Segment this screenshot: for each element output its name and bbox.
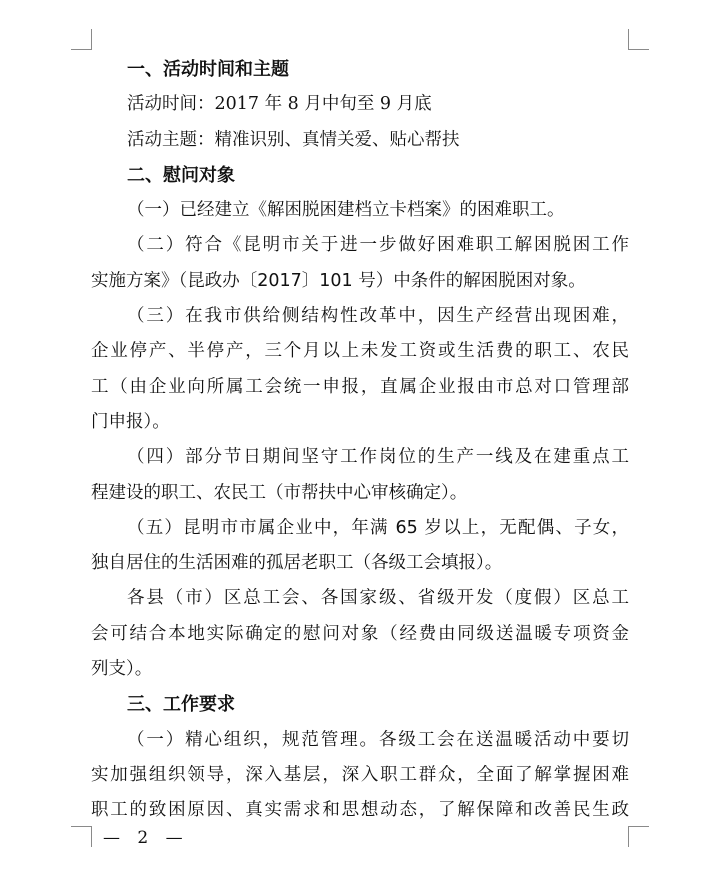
- paragraph-line: 各县（市）区总工会、各国家级、省级开发（度假）区总工: [127, 588, 629, 609]
- paragraph-line: （四）部分节日期间坚守工作岗位的生产一线及在建重点工: [127, 447, 629, 468]
- margin-mark-top-left: [71, 29, 92, 50]
- paragraph-line: 企业停产、半停产，三个月以上未发工资或生活费的职工、农民: [91, 341, 629, 362]
- paragraph-line: 工（由企业向所属工会统一申报，直属企业报由市总对口管理部: [91, 376, 629, 397]
- margin-mark-bottom-right: [628, 826, 649, 847]
- section-heading: 三、工作要求: [127, 694, 235, 716]
- paragraph-line: （一）精心组织，规范管理。各级工会在送温暖活动中要切: [127, 729, 629, 750]
- section-heading: 一、活动时间和主题: [127, 59, 289, 80]
- paragraph-line: （五）昆明市市属企业中，年满 65 岁以上，无配偶、子女，: [127, 517, 629, 538]
- paragraph-line: 列支）。: [91, 659, 153, 680]
- paragraph-line: 独自居住的生活困难的孤居老职工（各级工会填报）。: [91, 553, 503, 574]
- paragraph-line: （一）已经建立《解困脱困建档立卡档案》的困难职工。: [127, 200, 565, 221]
- paragraph-line: 实施方案》（昆政办〔2017〕101 号）中条件的解困脱困对象。: [91, 270, 586, 291]
- paragraph-line: 活动主题：精准识别、真情关爱、贴心帮扶: [127, 129, 460, 150]
- paragraph-line: 职工的致困原因、真实需求和思想动态，了解保障和改善民生政: [91, 800, 629, 821]
- paragraph-line: （三）在我市供给侧结构性改革中，因生产经营出现困难，: [127, 306, 629, 327]
- paragraph-line: 实加强组织领导，深入基层，深入职工群众，全面了解掌握困难: [91, 764, 629, 785]
- paragraph-line: （二）符合《昆明市关于进一步做好困难职工解困脱困工作: [127, 235, 629, 256]
- paragraph-line: 程建设的职工、农民工（市帮扶中心审核确定）。: [91, 482, 468, 503]
- paragraph-line: 会可结合本地实际确定的慰问对象（经费由同级送温暖专项资金: [91, 623, 629, 644]
- document-body: [91, 52, 629, 829]
- page-number: — 2 —: [103, 828, 189, 848]
- section-heading: 二、慰问对象: [127, 164, 235, 186]
- paragraph-line: 门申报）。: [91, 411, 170, 432]
- margin-mark-bottom-left: [71, 826, 92, 847]
- margin-mark-top-right: [628, 29, 649, 50]
- paragraph-line: 活动时间：2017 年 8 月中旬至 9 月底: [127, 94, 432, 115]
